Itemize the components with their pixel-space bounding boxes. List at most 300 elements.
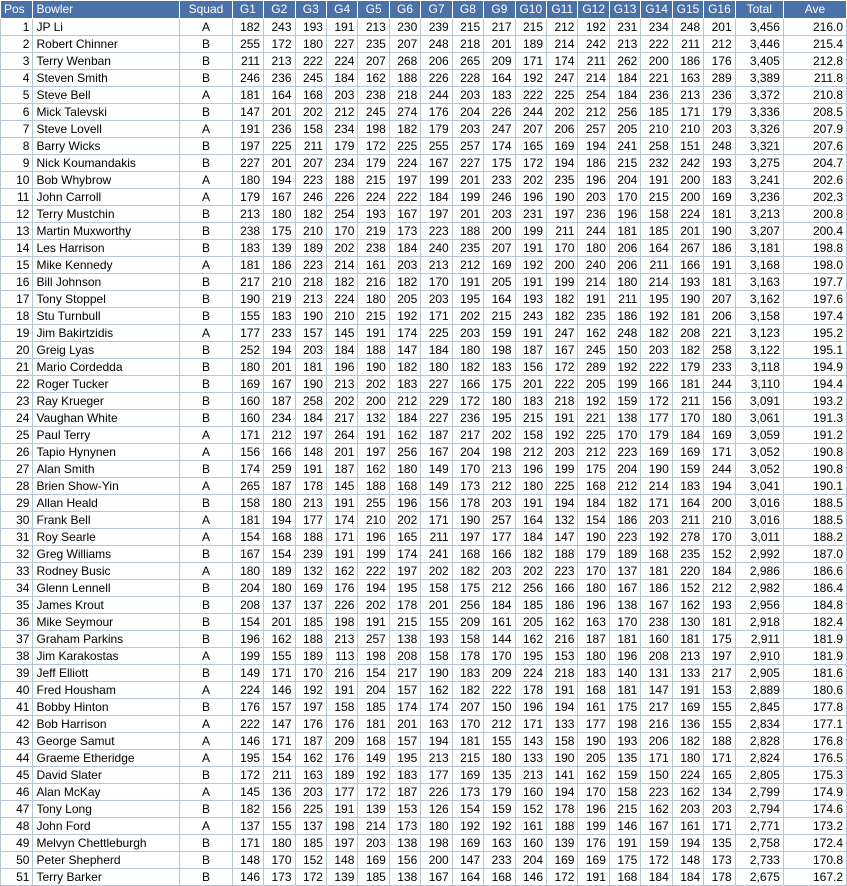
squad-cell[interactable]: B <box>180 223 232 240</box>
g13-cell[interactable]: 191 <box>609 835 640 852</box>
g12-cell[interactable]: 194 <box>578 138 609 155</box>
g10-cell[interactable]: 243 <box>515 308 546 325</box>
bowler-cell[interactable]: Greg Williams <box>33 546 180 563</box>
g4-cell[interactable]: 234 <box>326 155 357 172</box>
g2-cell[interactable]: 157 <box>264 699 295 716</box>
g13-cell[interactable]: 241 <box>609 138 640 155</box>
total-cell[interactable]: 2,956 <box>735 597 783 614</box>
g10-cell[interactable]: 212 <box>515 444 546 461</box>
g4-cell[interactable]: 209 <box>326 733 357 750</box>
g5-cell[interactable]: 188 <box>358 478 389 495</box>
g12-cell[interactable]: 168 <box>578 478 609 495</box>
ave-cell[interactable]: 191.3 <box>783 410 846 427</box>
g6-cell[interactable]: 274 <box>389 104 420 121</box>
g14-cell[interactable]: 158 <box>641 206 672 223</box>
g12-cell[interactable]: 190 <box>578 529 609 546</box>
pos-cell[interactable]: 34 <box>1 580 33 597</box>
squad-cell[interactable]: A <box>180 121 232 138</box>
g13-cell[interactable]: 146 <box>609 818 640 835</box>
g8-cell[interactable]: 201 <box>452 206 483 223</box>
g15-cell[interactable]: 248 <box>672 19 703 36</box>
g1-cell[interactable]: 196 <box>232 631 263 648</box>
column-header-g5[interactable]: G5 <box>358 1 389 19</box>
bowler-cell[interactable]: Jim Karakostas <box>33 648 180 665</box>
total-cell[interactable]: 3,456 <box>735 19 783 36</box>
pos-cell[interactable]: 25 <box>1 427 33 444</box>
g3-cell[interactable]: 182 <box>295 206 326 223</box>
g5-cell[interactable]: 194 <box>358 580 389 597</box>
g11-cell[interactable]: 178 <box>547 801 578 818</box>
g1-cell[interactable]: 146 <box>232 869 263 886</box>
g7-cell[interactable]: 187 <box>421 427 452 444</box>
g6-cell[interactable]: 187 <box>389 784 420 801</box>
g15-cell[interactable]: 190 <box>672 291 703 308</box>
g8-cell[interactable]: 175 <box>452 580 483 597</box>
g2-cell[interactable]: 194 <box>264 172 295 189</box>
g10-cell[interactable]: 205 <box>515 614 546 631</box>
g16-cell[interactable]: 169 <box>704 427 735 444</box>
g10-cell[interactable]: 201 <box>515 376 546 393</box>
g14-cell[interactable]: 147 <box>641 682 672 699</box>
table-row[interactable] <box>1 529 847 546</box>
g15-cell[interactable]: 182 <box>672 342 703 359</box>
table-row[interactable] <box>1 869 847 886</box>
g2-cell[interactable]: 187 <box>264 393 295 410</box>
g14-cell[interactable]: 191 <box>641 172 672 189</box>
g3-cell[interactable]: 246 <box>295 189 326 206</box>
table-row[interactable] <box>1 172 847 189</box>
total-cell[interactable]: 2,771 <box>735 818 783 835</box>
bowler-cell[interactable]: Peter Shepherd <box>33 852 180 869</box>
g16-cell[interactable]: 200 <box>704 495 735 512</box>
g3-cell[interactable]: 172 <box>295 869 326 886</box>
bowler-cell[interactable]: Graham Parkins <box>33 631 180 648</box>
g8-cell[interactable]: 227 <box>452 155 483 172</box>
g1-cell[interactable]: 208 <box>232 597 263 614</box>
g16-cell[interactable]: 244 <box>704 461 735 478</box>
g2-cell[interactable]: 219 <box>264 291 295 308</box>
total-cell[interactable]: 2,910 <box>735 648 783 665</box>
g13-cell[interactable]: 211 <box>609 291 640 308</box>
g13-cell[interactable]: 192 <box>609 359 640 376</box>
bowler-cell[interactable]: Stu Turnbull <box>33 308 180 325</box>
g9-cell[interactable]: 198 <box>484 444 515 461</box>
g7-cell[interactable]: 206 <box>421 53 452 70</box>
g1-cell[interactable]: 182 <box>232 19 263 36</box>
g12-cell[interactable]: 169 <box>578 852 609 869</box>
g4-cell[interactable]: 145 <box>326 325 357 342</box>
g2-cell[interactable]: 154 <box>264 750 295 767</box>
g13-cell[interactable]: 158 <box>609 784 640 801</box>
g15-cell[interactable]: 181 <box>672 376 703 393</box>
g8-cell[interactable]: 195 <box>452 291 483 308</box>
table-row[interactable] <box>1 342 847 359</box>
g10-cell[interactable]: 204 <box>515 852 546 869</box>
total-cell[interactable]: 2,918 <box>735 614 783 631</box>
table-row[interactable] <box>1 53 847 70</box>
g1-cell[interactable]: 181 <box>232 512 263 529</box>
g14-cell[interactable]: 159 <box>641 835 672 852</box>
g10-cell[interactable]: 158 <box>515 427 546 444</box>
ave-cell[interactable]: 202.6 <box>783 172 846 189</box>
ave-cell[interactable]: 210.8 <box>783 87 846 104</box>
g8-cell[interactable]: 209 <box>452 614 483 631</box>
g2-cell[interactable]: 156 <box>264 801 295 818</box>
g2-cell[interactable]: 168 <box>264 529 295 546</box>
g12-cell[interactable]: 205 <box>578 750 609 767</box>
bowler-cell[interactable]: Nick Koumandakis <box>33 155 180 172</box>
g12-cell[interactable]: 211 <box>578 53 609 70</box>
g13-cell[interactable]: 223 <box>609 444 640 461</box>
g5-cell[interactable]: 169 <box>358 852 389 869</box>
g6-cell[interactable]: 222 <box>389 189 420 206</box>
g7-cell[interactable]: 197 <box>421 206 452 223</box>
g9-cell[interactable]: 212 <box>484 716 515 733</box>
g5-cell[interactable]: 245 <box>358 104 389 121</box>
bowler-cell[interactable]: Alan Smith <box>33 461 180 478</box>
total-cell[interactable]: 3,372 <box>735 87 783 104</box>
column-header-g9[interactable]: G9 <box>484 1 515 19</box>
g6-cell[interactable]: 224 <box>389 155 420 172</box>
bowler-cell[interactable]: Bob Harrison <box>33 716 180 733</box>
g2-cell[interactable]: 201 <box>264 359 295 376</box>
g11-cell[interactable]: 182 <box>547 291 578 308</box>
g5-cell[interactable]: 190 <box>358 359 389 376</box>
bowler-cell[interactable]: Allan Heald <box>33 495 180 512</box>
g4-cell[interactable]: 182 <box>326 274 357 291</box>
g6-cell[interactable]: 202 <box>389 512 420 529</box>
g16-cell[interactable]: 156 <box>704 393 735 410</box>
squad-cell[interactable]: B <box>180 36 232 53</box>
g13-cell[interactable]: 186 <box>609 308 640 325</box>
total-cell[interactable]: 3,061 <box>735 410 783 427</box>
g6-cell[interactable]: 230 <box>389 19 420 36</box>
g7-cell[interactable]: 227 <box>421 376 452 393</box>
squad-cell[interactable]: B <box>180 376 232 393</box>
g14-cell[interactable]: 177 <box>641 410 672 427</box>
squad-cell[interactable]: A <box>180 257 232 274</box>
g4-cell[interactable]: 224 <box>326 291 357 308</box>
g10-cell[interactable]: 162 <box>515 631 546 648</box>
total-cell[interactable]: 2,824 <box>735 750 783 767</box>
g15-cell[interactable]: 213 <box>672 87 703 104</box>
g12-cell[interactable]: 289 <box>578 359 609 376</box>
g10-cell[interactable]: 133 <box>515 750 546 767</box>
g8-cell[interactable]: 181 <box>452 733 483 750</box>
g1-cell[interactable]: 148 <box>232 852 263 869</box>
g15-cell[interactable]: 213 <box>672 648 703 665</box>
squad-cell[interactable]: A <box>180 750 232 767</box>
ave-cell[interactable]: 194.9 <box>783 359 846 376</box>
g13-cell[interactable]: 175 <box>609 699 640 716</box>
ave-cell[interactable]: 181.9 <box>783 631 846 648</box>
g1-cell[interactable]: 154 <box>232 529 263 546</box>
g1-cell[interactable]: 146 <box>232 733 263 750</box>
g3-cell[interactable]: 223 <box>295 172 326 189</box>
g6-cell[interactable]: 196 <box>389 495 420 512</box>
g16-cell[interactable]: 152 <box>704 546 735 563</box>
g12-cell[interactable]: 162 <box>578 767 609 784</box>
squad-cell[interactable]: A <box>180 478 232 495</box>
g6-cell[interactable]: 174 <box>389 546 420 563</box>
table-row[interactable] <box>1 716 847 733</box>
g16-cell[interactable]: 155 <box>704 716 735 733</box>
g15-cell[interactable]: 162 <box>672 784 703 801</box>
g11-cell[interactable]: 139 <box>547 835 578 852</box>
bowler-cell[interactable]: Mario Cordedda <box>33 359 180 376</box>
g10-cell[interactable]: 213 <box>515 767 546 784</box>
g8-cell[interactable]: 256 <box>452 597 483 614</box>
g14-cell[interactable]: 238 <box>641 614 672 631</box>
g3-cell[interactable]: 207 <box>295 155 326 172</box>
total-cell[interactable]: 3,236 <box>735 189 783 206</box>
ave-cell[interactable]: 212.8 <box>783 53 846 70</box>
column-header-g16[interactable]: G16 <box>704 1 735 19</box>
g12-cell[interactable]: 214 <box>578 274 609 291</box>
g15-cell[interactable]: 201 <box>672 223 703 240</box>
squad-cell[interactable]: A <box>180 818 232 835</box>
g2-cell[interactable]: 170 <box>264 852 295 869</box>
g7-cell[interactable]: 241 <box>421 546 452 563</box>
g4-cell[interactable]: 170 <box>326 223 357 240</box>
table-row[interactable] <box>1 104 847 121</box>
g13-cell[interactable]: 215 <box>609 155 640 172</box>
g11-cell[interactable]: 202 <box>547 104 578 121</box>
column-header-g11[interactable]: G11 <box>547 1 578 19</box>
g2-cell[interactable]: 201 <box>264 155 295 172</box>
g7-cell[interactable]: 240 <box>421 240 452 257</box>
pos-cell[interactable]: 36 <box>1 614 33 631</box>
g14-cell[interactable]: 214 <box>641 478 672 495</box>
g15-cell[interactable]: 169 <box>672 444 703 461</box>
g3-cell[interactable]: 189 <box>295 240 326 257</box>
g6-cell[interactable]: 197 <box>389 172 420 189</box>
g6-cell[interactable]: 225 <box>389 138 420 155</box>
g14-cell[interactable]: 192 <box>641 308 672 325</box>
ave-cell[interactable]: 188.2 <box>783 529 846 546</box>
g5-cell[interactable]: 203 <box>358 835 389 852</box>
g2-cell[interactable]: 194 <box>264 512 295 529</box>
g5-cell[interactable]: 162 <box>358 461 389 478</box>
g13-cell[interactable]: 204 <box>609 172 640 189</box>
g6-cell[interactable]: 157 <box>389 682 420 699</box>
pos-cell[interactable]: 29 <box>1 495 33 512</box>
g5-cell[interactable]: 139 <box>358 801 389 818</box>
ave-cell[interactable]: 186.6 <box>783 563 846 580</box>
g12-cell[interactable]: 225 <box>578 427 609 444</box>
g9-cell[interactable]: 203 <box>484 563 515 580</box>
g7-cell[interactable]: 225 <box>421 325 452 342</box>
g4-cell[interactable]: 214 <box>326 257 357 274</box>
pos-cell[interactable]: 24 <box>1 410 33 427</box>
g14-cell[interactable]: 192 <box>641 529 672 546</box>
pos-cell[interactable]: 8 <box>1 138 33 155</box>
g3-cell[interactable]: 170 <box>295 665 326 682</box>
g5-cell[interactable]: 188 <box>358 342 389 359</box>
total-cell[interactable]: 3,446 <box>735 36 783 53</box>
g14-cell[interactable]: 208 <box>641 648 672 665</box>
total-cell[interactable]: 2,828 <box>735 733 783 750</box>
g9-cell[interactable]: 207 <box>484 240 515 257</box>
g6-cell[interactable]: 268 <box>389 53 420 70</box>
squad-cell[interactable]: B <box>180 342 232 359</box>
g9-cell[interactable]: 164 <box>484 291 515 308</box>
g12-cell[interactable]: 180 <box>578 580 609 597</box>
table-row[interactable] <box>1 240 847 257</box>
total-cell[interactable]: 3,016 <box>735 512 783 529</box>
g11-cell[interactable]: 169 <box>547 138 578 155</box>
g11-cell[interactable]: 225 <box>547 87 578 104</box>
bowler-cell[interactable]: Mike Kennedy <box>33 257 180 274</box>
table-row[interactable] <box>1 733 847 750</box>
g6-cell[interactable]: 201 <box>389 716 420 733</box>
ave-cell[interactable]: 197.7 <box>783 274 846 291</box>
squad-cell[interactable]: B <box>180 631 232 648</box>
g11-cell[interactable]: 192 <box>547 427 578 444</box>
total-cell[interactable]: 3,011 <box>735 529 783 546</box>
g14-cell[interactable]: 190 <box>641 461 672 478</box>
g16-cell[interactable]: 193 <box>704 597 735 614</box>
table-row[interactable] <box>1 750 847 767</box>
g3-cell[interactable]: 180 <box>295 36 326 53</box>
g11-cell[interactable]: 158 <box>547 733 578 750</box>
g15-cell[interactable]: 180 <box>672 750 703 767</box>
g1-cell[interactable]: 169 <box>232 376 263 393</box>
g11-cell[interactable]: 186 <box>547 597 578 614</box>
g15-cell[interactable]: 208 <box>672 325 703 342</box>
g5-cell[interactable]: 202 <box>358 376 389 393</box>
pos-cell[interactable]: 46 <box>1 784 33 801</box>
g16-cell[interactable]: 258 <box>704 342 735 359</box>
g6-cell[interactable]: 192 <box>389 308 420 325</box>
g9-cell[interactable]: 155 <box>484 733 515 750</box>
g4-cell[interactable]: 254 <box>326 206 357 223</box>
g8-cell[interactable]: 204 <box>452 444 483 461</box>
g16-cell[interactable]: 155 <box>704 699 735 716</box>
g13-cell[interactable]: 205 <box>609 121 640 138</box>
squad-cell[interactable]: A <box>180 716 232 733</box>
g14-cell[interactable]: 182 <box>641 325 672 342</box>
g3-cell[interactable]: 162 <box>295 750 326 767</box>
total-cell[interactable]: 3,275 <box>735 155 783 172</box>
g11-cell[interactable]: 190 <box>547 750 578 767</box>
pos-cell[interactable]: 19 <box>1 325 33 342</box>
g16-cell[interactable]: 236 <box>704 87 735 104</box>
g14-cell[interactable]: 214 <box>641 274 672 291</box>
g14-cell[interactable]: 181 <box>641 563 672 580</box>
bowler-cell[interactable]: Robert Chinner <box>33 36 180 53</box>
pos-cell[interactable]: 30 <box>1 512 33 529</box>
ave-cell[interactable]: 170.8 <box>783 852 846 869</box>
total-cell[interactable]: 3,016 <box>735 495 783 512</box>
g3-cell[interactable]: 222 <box>295 53 326 70</box>
pos-cell[interactable]: 33 <box>1 563 33 580</box>
g14-cell[interactable]: 186 <box>641 580 672 597</box>
squad-cell[interactable]: A <box>180 444 232 461</box>
g10-cell[interactable]: 193 <box>515 291 546 308</box>
squad-cell[interactable]: B <box>180 614 232 631</box>
g6-cell[interactable]: 178 <box>389 597 420 614</box>
g9-cell[interactable]: 175 <box>484 376 515 393</box>
g16-cell[interactable]: 210 <box>704 512 735 529</box>
pos-cell[interactable]: 10 <box>1 172 33 189</box>
g13-cell[interactable]: 206 <box>609 257 640 274</box>
g1-cell[interactable]: 238 <box>232 223 263 240</box>
g14-cell[interactable]: 162 <box>641 801 672 818</box>
g14-cell[interactable]: 211 <box>641 257 672 274</box>
g11-cell[interactable]: 222 <box>547 376 578 393</box>
g16-cell[interactable]: 180 <box>704 410 735 427</box>
ave-cell[interactable]: 207.6 <box>783 138 846 155</box>
g2-cell[interactable]: 155 <box>264 648 295 665</box>
g3-cell[interactable]: 218 <box>295 274 326 291</box>
g4-cell[interactable]: 113 <box>326 648 357 665</box>
total-cell[interactable]: 3,118 <box>735 359 783 376</box>
column-header-g4[interactable]: G4 <box>326 1 357 19</box>
g15-cell[interactable]: 267 <box>672 240 703 257</box>
squad-cell[interactable]: A <box>180 563 232 580</box>
g8-cell[interactable]: 190 <box>452 512 483 529</box>
g9-cell[interactable]: 202 <box>484 427 515 444</box>
ave-cell[interactable]: 177.1 <box>783 716 846 733</box>
g7-cell[interactable]: 223 <box>421 223 452 240</box>
g14-cell[interactable]: 206 <box>641 733 672 750</box>
g13-cell[interactable]: 198 <box>609 716 640 733</box>
g9-cell[interactable]: 183 <box>484 359 515 376</box>
g8-cell[interactable]: 236 <box>452 410 483 427</box>
g6-cell[interactable]: 183 <box>389 376 420 393</box>
g9-cell[interactable]: 198 <box>484 342 515 359</box>
g5-cell[interactable]: 222 <box>358 563 389 580</box>
g9-cell[interactable]: 233 <box>484 172 515 189</box>
pos-cell[interactable]: 26 <box>1 444 33 461</box>
g13-cell[interactable]: 231 <box>609 19 640 36</box>
g5-cell[interactable]: 207 <box>358 53 389 70</box>
g4-cell[interactable]: 158 <box>326 699 357 716</box>
g13-cell[interactable]: 196 <box>609 648 640 665</box>
g8-cell[interactable]: 173 <box>452 478 483 495</box>
g15-cell[interactable]: 182 <box>672 733 703 750</box>
pos-cell[interactable]: 13 <box>1 223 33 240</box>
squad-cell[interactable]: B <box>180 665 232 682</box>
g10-cell[interactable]: 196 <box>515 461 546 478</box>
g13-cell[interactable]: 168 <box>609 869 640 886</box>
squad-cell[interactable]: B <box>180 53 232 70</box>
g13-cell[interactable]: 193 <box>609 733 640 750</box>
pos-cell[interactable]: 22 <box>1 376 33 393</box>
g10-cell[interactable]: 183 <box>515 393 546 410</box>
g7-cell[interactable]: 226 <box>421 784 452 801</box>
g11-cell[interactable]: 194 <box>547 784 578 801</box>
column-header-pos[interactable]: Pos <box>1 1 33 19</box>
g1-cell[interactable]: 197 <box>232 138 263 155</box>
bowler-cell[interactable]: Melvyn Chettleburgh <box>33 835 180 852</box>
g10-cell[interactable]: 231 <box>515 206 546 223</box>
g16-cell[interactable]: 186 <box>704 240 735 257</box>
g5-cell[interactable]: 199 <box>358 546 389 563</box>
bowler-cell[interactable]: Tony Long <box>33 801 180 818</box>
g14-cell[interactable]: 234 <box>641 19 672 36</box>
g7-cell[interactable]: 199 <box>421 172 452 189</box>
squad-cell[interactable]: B <box>180 580 232 597</box>
g2-cell[interactable]: 166 <box>264 444 295 461</box>
g11-cell[interactable]: 194 <box>547 699 578 716</box>
g9-cell[interactable]: 184 <box>484 597 515 614</box>
total-cell[interactable]: 3,158 <box>735 308 783 325</box>
g14-cell[interactable]: 210 <box>641 121 672 138</box>
g7-cell[interactable]: 211 <box>421 529 452 546</box>
g5-cell[interactable]: 192 <box>358 767 389 784</box>
